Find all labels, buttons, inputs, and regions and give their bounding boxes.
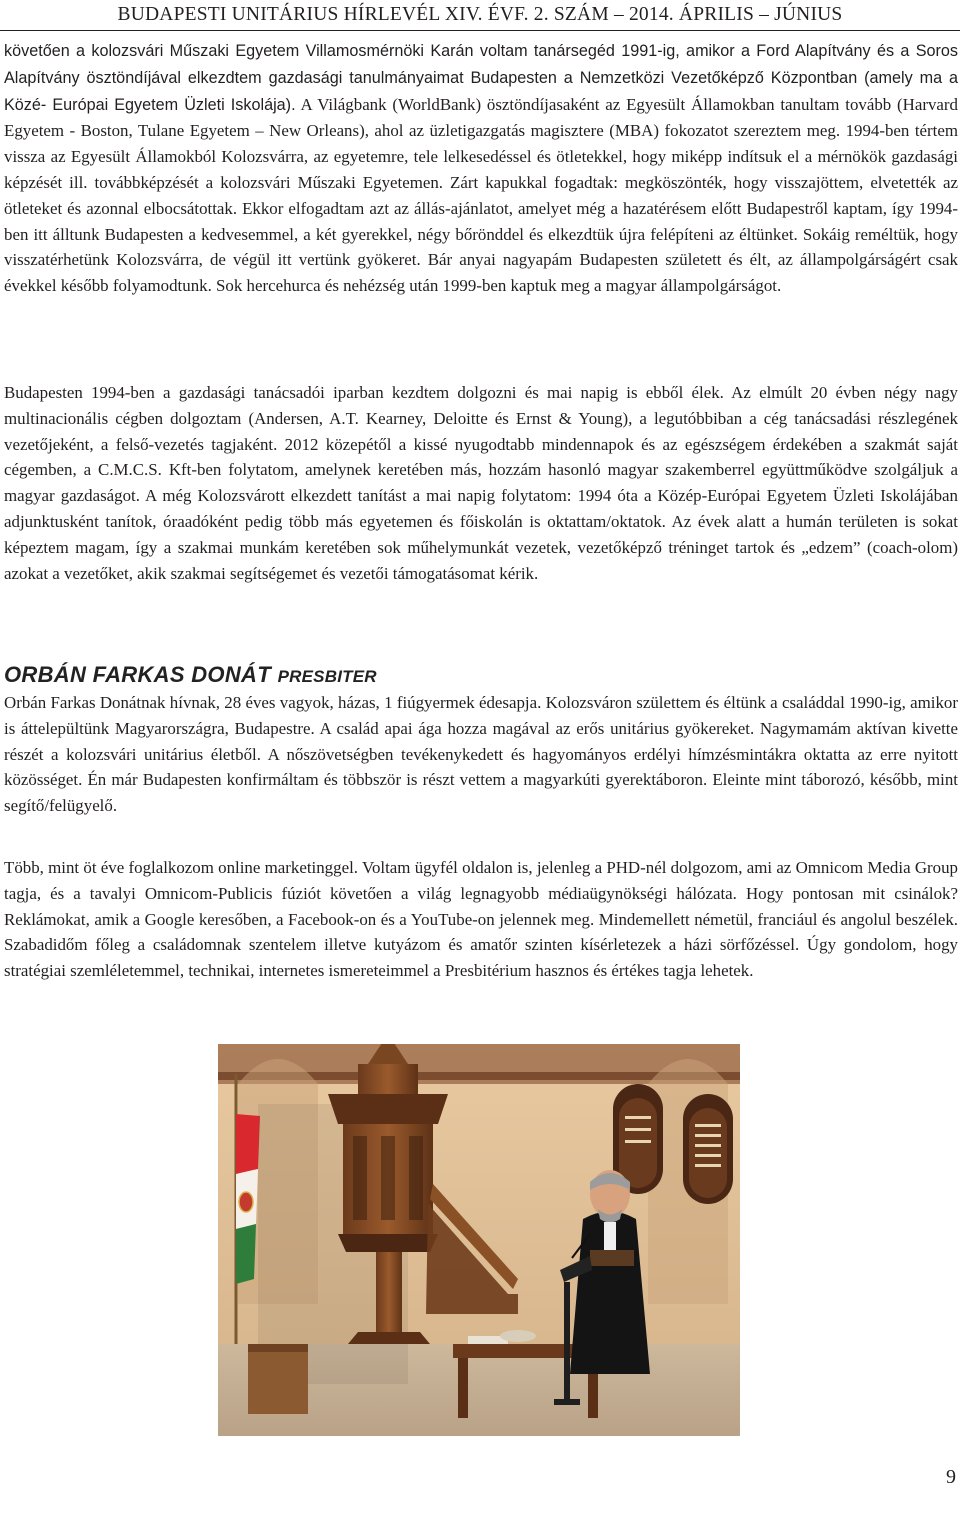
church-pulpit-photo	[218, 1044, 740, 1436]
article-paragraph-1-part-b: A Világbank (WorldBank) ösztöndíjasaként az Egyesült Államokban tanultam tovább (Harvard Egyetem - Boston, Tulane Egyetem – New Orleans), ahol az üzletigazgatás magisztere (MBA) fokozatot szereztem meg. 1994-ben tértem vissza az Egyesült Államokból Kolozsvárra, az egyetemre, tele lelkesedéssel és ötletekkel, hogy miképp indítsuk el a mérnökök gazdasági képzését ill. továbbképzését a kolozsvári Műszaki Egyetemen. Zárt kapukkal fogadtak: megköszönték, hogy visszajöttem, elvetették az ötleteket és azonnal elbocsátottak. Ekkor elfogadtam azt az állás-ajánlatot, amelyet még a hazatérésem előtt Budapestről kaptam, így 1994-ben itt álltunk Budapesten a kedvesemmel, a két gyerekkel, négy bőrönddel és elkezdtük újra felépíteni az éltünket. Sokáig reméltük, hogy visszatérhetünk Kolozsvárra, de végül itt vertünk gyökeret. Bár anyai nagyapám Budapesten született és élt, az állampolgárságért csak évekkel később folyamodtunk. Sok hercehurca és nehézség után 1999-ben kaptuk meg a magyar állampolgárságot.	[4, 94, 958, 296]
running-header: BUDAPESTI UNITÁRIUS HÍRLEVÉL XIV. ÉVF. 2. SZÁM – 2014. ÁPRILIS – JÚNIUS	[117, 4, 843, 25]
header-divider	[0, 30, 960, 31]
article-paragraph-1	[4, 38, 958, 299]
article-paragraph-1-part-a: követően a kolozsvári Műszaki Egyetem Villamosmérnöki Karán voltam tanársegéd 1991-ig, amikor a Ford Alapítvány és a Soros Alapítvány ösztöndíjával elkezdtem gazdasági tanulmányaimat Budapesten a Nemzetközi Vezetőképző Központban (amely ma a Közé- Európai Egyetem Üzleti Iskolája).	[4, 42, 958, 114]
article-paragraph-2: Budapesten 1994-ben a gazdasági tanácsadói iparban kezdtem dolgozni és mai napig is ebből élek. Az elmúlt 20 évben négy nagy multinacionális cégben dolgoztam (Andersen, A.T. Kearney, Deloitte és Ernst & Young), a legutóbbiban a cég tanácsadási részlegének vezetőjeként, a felső-vezetés tagjaként. 2012 közepétől a kissé nyugodtabb mindennapok és az egészségem érdekében a szakmát saját cégemben, a C.M.C.S. Kft-ben folytatom, amelynek keretében más, hozzám hasonló magyar szakemberrel együttműködve szolgáljuk a magyar gazdaságot. A még Kolozsvárott elkezdett tanítást a mai napig folytatom: 1994 óta a Közép-Európai Egyetem Üzleti Iskolájában adjunktusként tanítok, óraadóként pedig több más egyetemen és főiskolán is oktattam/oktatok. Az évek alatt a humán területen is sokat képeztem magam, így a szakmai munkám keretében sok műhelymunkát vezetek, vezetőképző tréninget tartok és „edzem” (coach-olom) azokat a vezetőket, akik szakmai segítségemet és vezetői támogatásomat kérik.	[4, 383, 958, 583]
section-heading-role: PRESBITER	[277, 667, 377, 686]
section-paragraph-1: Orbán Farkas Donátnak hívnak, 28 éves vagyok, házas, 1 fiúgyermek édesapja. Kolozsváron születtem és éltünk a családdal 1990-ig, amikor is áttelepültünk Magyarországra, Budapestre. A család apai ága hozza magával az erős unitárius gyökereket. Nagymamám aktívan kivette részét a kolozsvári unitárius életből. A nőszövetségben tevékenykedett és hagyományos erdélyi hímzésmintákra oktatta az erre nyitott közösséget. Én már Budapesten konfirmáltam és többször is részt vettem a magyarkúti gyerektáboron. Eleinte mint táborozó, később, mint segítő/felügyelő.	[4, 693, 958, 816]
section-paragraph-2: Több, mint öt éve foglalkozom online marketinggel. Voltam ügyfél oldalon is, jelenleg a PHD-nél dolgozom, ami az Omnicom Media Group tagja, és a tavalyi Omnicom-Publicis fúziót követően a világ legnagyobb médiaügynökségi hálózata. Hogy pontosan mit csinálok? Reklámokat, amik a Google keresőben, a Facebook-on és a YouTube-on jelennek meg. Mindemellett németül, franciául és angolul beszélek. Szabadidőm főleg a családomnak szentelem illetve kutyázom és amatőr szinten kísérletezek a házi sörfőzéssel. Úgy gondolom, hogy stratégiai szemléletemmel, technikai, internetes ismereteimmel a Presbitérium hasznos és értékes tagja lehetek.	[4, 858, 958, 981]
section-heading	[4, 660, 377, 692]
section-heading-name: ORBÁN FARKAS DONÁT	[4, 662, 271, 687]
page-number: 9	[946, 1466, 956, 1488]
